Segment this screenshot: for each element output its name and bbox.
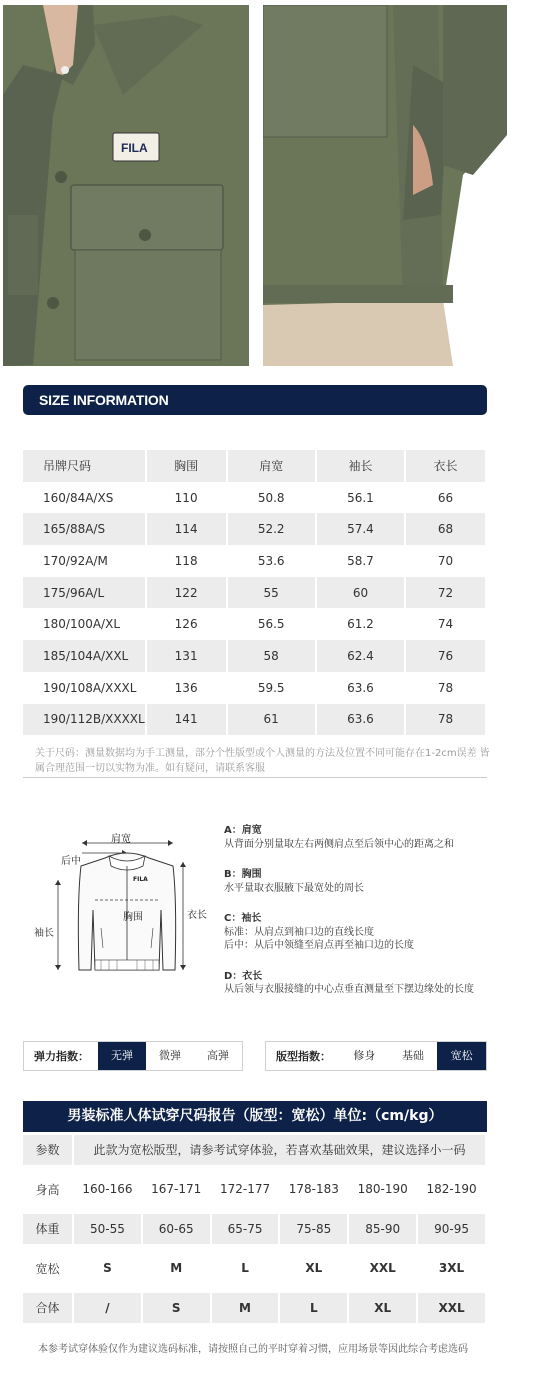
fit-report-title: 男装标准人体试穿尺码报告（版型：宽松）单位:（cm/kg）	[23, 1101, 487, 1132]
elasticity-label: 弹力指数：	[34, 1050, 89, 1063]
cell: 170/92A/M	[23, 545, 146, 577]
table-row	[23, 1245, 486, 1291]
table-row	[23, 545, 486, 577]
table-row	[23, 482, 486, 514]
cell: XXL	[417, 1291, 486, 1324]
sleeve-label: 袖长	[34, 928, 54, 939]
table-row	[23, 640, 486, 672]
cell: 182-190	[417, 1166, 486, 1212]
cell: 72	[405, 577, 486, 609]
cell: 74	[405, 608, 486, 640]
table-row	[23, 672, 486, 704]
cell: 167-171	[142, 1166, 211, 1212]
cell: XXL	[348, 1245, 417, 1291]
explanation-title: A：肩宽	[224, 825, 262, 836]
cell: 190/112B/XXXXL	[23, 704, 146, 736]
cell: 3XL	[417, 1245, 486, 1291]
back-center-label: 后中	[61, 856, 81, 867]
cell: 60-65	[142, 1212, 211, 1245]
cell: 55	[227, 577, 316, 609]
table-row	[23, 608, 486, 640]
cell: /	[73, 1291, 142, 1324]
cell: 63.6	[316, 704, 405, 736]
row-label: 身高	[23, 1166, 73, 1212]
cell: 136	[146, 672, 227, 704]
fit-type-label: 版型指数：	[276, 1050, 331, 1063]
cell: 160-166	[73, 1166, 142, 1212]
chest-label: 胸围	[123, 912, 143, 923]
cell: 78	[405, 704, 486, 736]
cell: 172-177	[211, 1166, 280, 1212]
header-cell: 袖长	[316, 450, 405, 482]
cell: 114	[146, 513, 227, 545]
size-information-banner: SIZE INFORMATION	[23, 385, 487, 415]
cell: M	[142, 1245, 211, 1291]
cell: 66	[405, 482, 486, 514]
cell: 185/104A/XXL	[23, 640, 146, 672]
cell: 122	[146, 577, 227, 609]
explanation-b	[224, 868, 514, 895]
explanation-a	[224, 824, 514, 851]
param-text: 此款为宽松版型，请参考试穿体验，若喜欢基础效果，建议选择小一码	[73, 1135, 486, 1166]
cell: 180/100A/XL	[23, 608, 146, 640]
measurement-diagram	[25, 820, 215, 990]
fit-option-regular: 基础	[402, 1049, 424, 1062]
size-table-header	[23, 450, 486, 482]
cell: 58.7	[316, 545, 405, 577]
table-row	[23, 577, 486, 609]
size-table	[23, 450, 487, 735]
cell: 160/84A/XS	[23, 482, 146, 514]
cell: 180-190	[348, 1166, 417, 1212]
cell: 56.1	[316, 482, 405, 514]
divider	[23, 777, 487, 778]
logo-label: FILA	[133, 876, 148, 883]
product-photo-pocket	[263, 5, 509, 366]
cell: 175/96A/L	[23, 577, 146, 609]
header-cell: 衣长	[405, 450, 486, 482]
table-row	[23, 1291, 486, 1324]
explanation-text: 水平量取衣服腋下最宽处的周长	[224, 882, 364, 894]
explanation-c	[224, 912, 514, 953]
cell: 190/108A/XXXL	[23, 672, 146, 704]
elasticity-option-high: 高弹	[207, 1049, 229, 1062]
fit-option-slim: 修身	[353, 1049, 376, 1062]
cell: XL	[279, 1245, 348, 1291]
size-note: 关于尺码：测量数据均为手工测量，部分个性版型或个人测量的方法及位置不同可能存在1-2cm误差 皆属合理范围一切以实物为准。如有疑问，请联系客服	[35, 748, 490, 774]
table-row	[23, 513, 486, 545]
cell: 70	[405, 545, 486, 577]
cell: 56.5	[227, 608, 316, 640]
cell: S	[142, 1291, 211, 1324]
cell: 62.4	[316, 640, 405, 672]
cell: 131	[146, 640, 227, 672]
cell: 65-75	[211, 1212, 280, 1245]
cell: 57.4	[316, 513, 405, 545]
explanation-text: 从背面分别量取左右两侧肩点至后领中心的距离之和	[224, 838, 454, 850]
explanation-title: B：胸围	[224, 869, 262, 880]
cell: 90-95	[417, 1212, 486, 1245]
cell: 61	[227, 704, 316, 736]
product-photo-front	[3, 5, 249, 366]
cell: XL	[348, 1291, 417, 1324]
fit-option-loose: 宽松	[437, 1042, 486, 1070]
table-row	[23, 704, 486, 736]
fila-badge-text: FILA	[121, 141, 148, 155]
cell: 126	[146, 608, 227, 640]
param-row	[23, 1135, 486, 1166]
elasticity-option-slight: 微弹	[159, 1049, 181, 1062]
cell: S	[73, 1245, 142, 1291]
elasticity-index	[23, 1041, 243, 1071]
cell: 60	[316, 577, 405, 609]
table-row	[23, 1212, 486, 1245]
header-cell: 吊牌尺码	[23, 450, 146, 482]
cell: 52.2	[227, 513, 316, 545]
cell: 75-85	[279, 1212, 348, 1245]
cell: 165/88A/S	[23, 513, 146, 545]
fit-report-note: 本参考试穿体验仅作为建议选码标准，请按照自己的平时穿着习惯，应用场景等因此综合考虑选码	[38, 1344, 468, 1355]
elasticity-option-none: 无弹	[98, 1042, 146, 1070]
explanation-text: 后中：从后中领缝至肩点再至袖口边的长度	[224, 940, 414, 951]
measurement-explanations	[224, 824, 514, 997]
header-cell: 肩宽	[227, 450, 316, 482]
cell: 118	[146, 545, 227, 577]
cell: L	[211, 1245, 280, 1291]
cell: 110	[146, 482, 227, 514]
explanation-title: D：衣长	[224, 970, 263, 982]
shoulder-label: 肩宽	[111, 834, 131, 845]
cell: M	[211, 1291, 280, 1324]
cell: 68	[405, 513, 486, 545]
length-label: 衣长	[187, 910, 207, 921]
cell: 59.5	[227, 672, 316, 704]
fit-report-table	[23, 1135, 487, 1326]
row-label: 合体	[23, 1291, 73, 1324]
cell: 61.2	[316, 608, 405, 640]
cell: 141	[146, 704, 227, 736]
cell: 78	[405, 672, 486, 704]
explanation-d	[224, 970, 514, 997]
header-cell: 胸围	[146, 450, 227, 482]
table-row	[23, 1166, 486, 1212]
cell: 76	[405, 640, 486, 672]
cell: 50.8	[227, 482, 316, 514]
cell: 85-90	[348, 1212, 417, 1245]
cell: L	[279, 1291, 348, 1324]
explanation-title: C：袖长	[224, 913, 262, 924]
cell: 58	[227, 640, 316, 672]
row-label: 宽松	[23, 1245, 73, 1291]
row-label: 参数	[23, 1135, 73, 1166]
row-label: 体重	[23, 1212, 73, 1245]
explanation-text: 从后领与衣服接缝的中心点垂直测量至下摆边缘处的长度	[224, 984, 474, 995]
cell: 53.6	[227, 545, 316, 577]
explanation-text: 标准：从肩点到袖口边的直线长度	[224, 926, 374, 938]
cell: 178-183	[279, 1166, 348, 1212]
cell: 50-55	[73, 1212, 142, 1245]
fit-type-index	[265, 1041, 487, 1071]
cell: 63.6	[316, 672, 405, 704]
